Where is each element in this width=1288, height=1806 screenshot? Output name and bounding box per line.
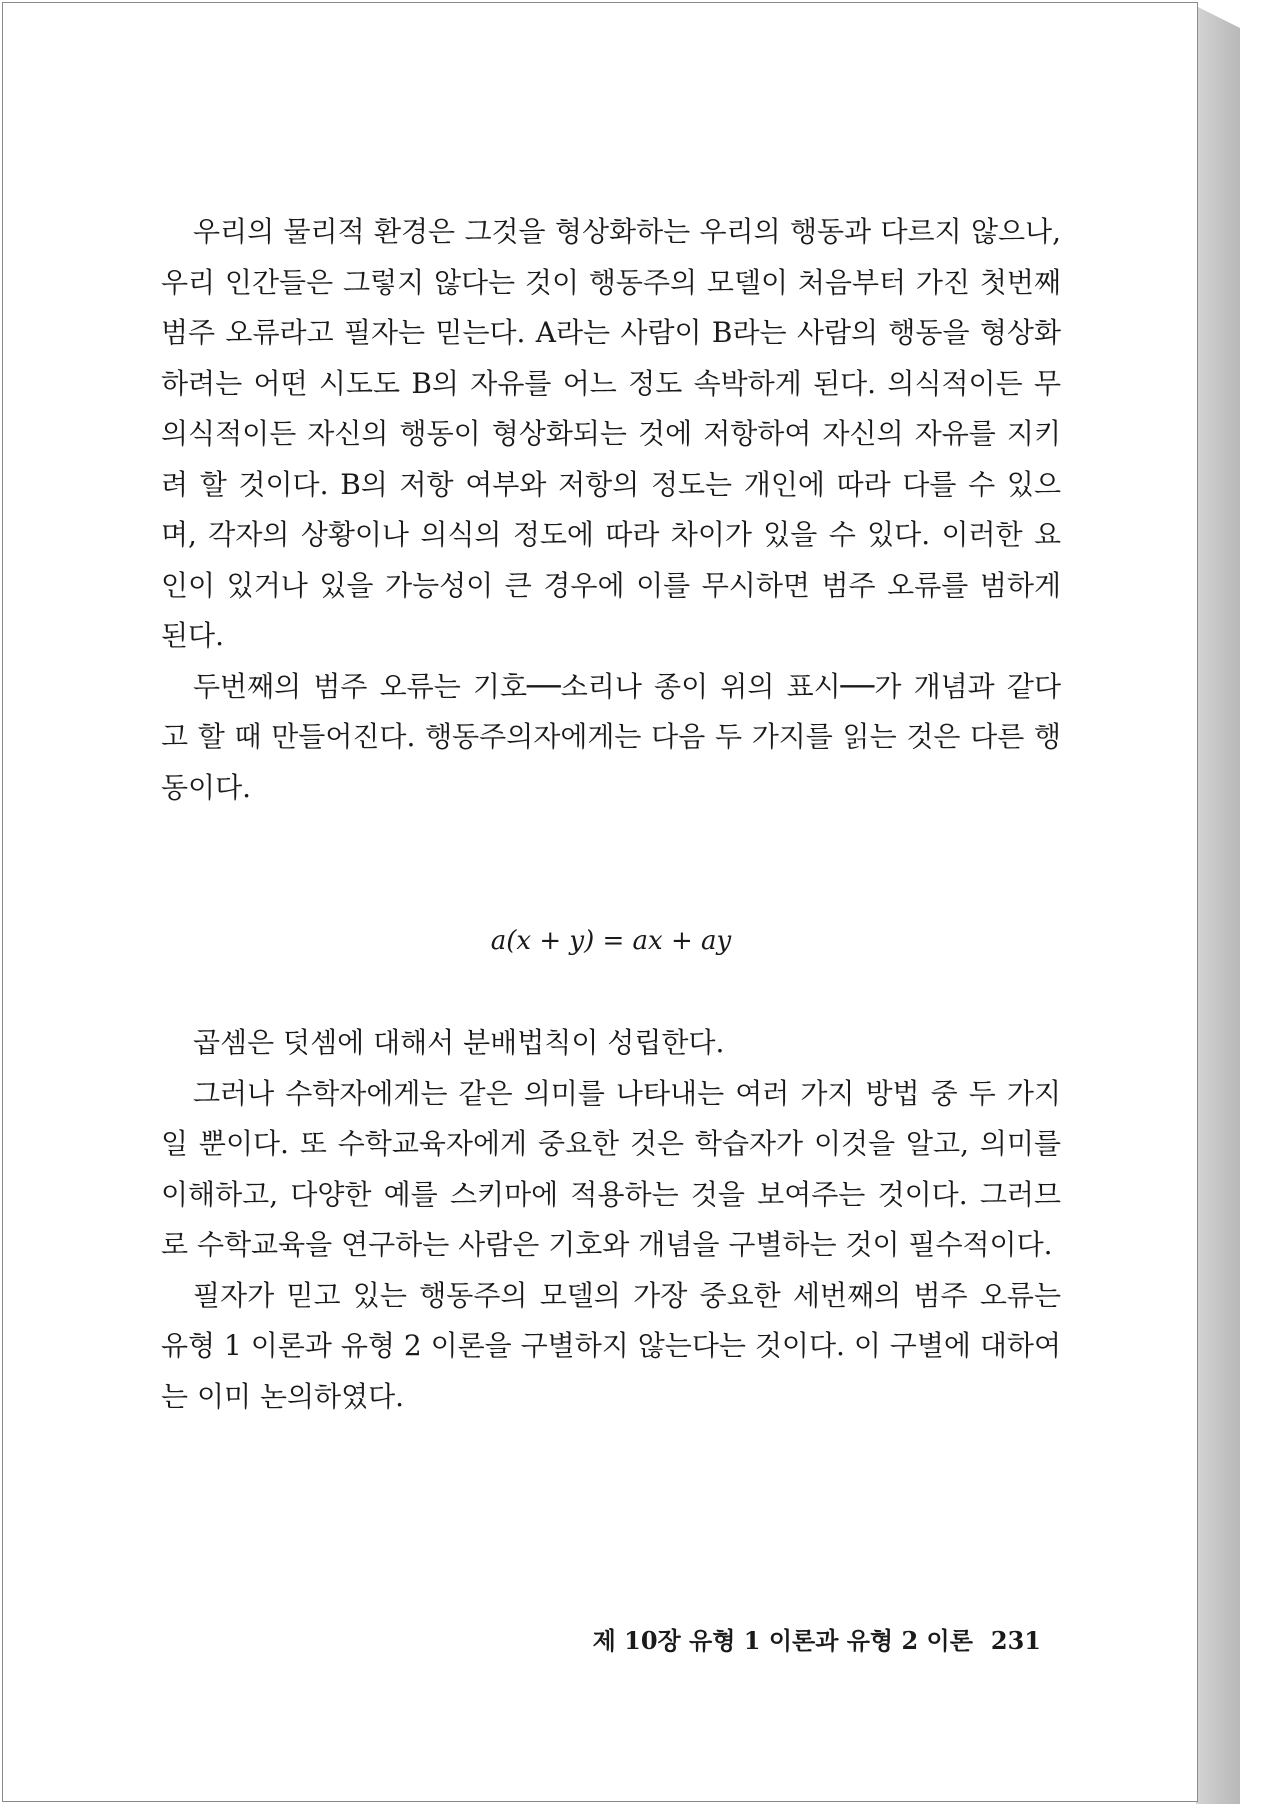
body-text-bottom (161, 1018, 1061, 1422)
page (2, 2, 1198, 1802)
body-text-top (161, 207, 1061, 813)
page-footer (161, 1621, 1041, 1661)
equation: a(x + y) = ax + ay (490, 926, 732, 956)
running-head: 제 10장 유형 1 이론과 유형 2 이론 (592, 1626, 973, 1655)
paragraph-1: 우리의 물리적 환경은 그것을 형상화하는 우리의 행동과 다르지 않으나, 우리 인간들은 그렇지 않다는 것이 행동주의 모델이 처음부터 가진 첫번째 범주 오류라고 필자는 믿는다. A라는 사람이 B라는 사람의 행동을 형상화하려는 어떤 시도도 B의 자유를 어느 정도 속박하게 된다. 의식적이든 무의식적이든 자신의 행동이 형상화되는 것에 저항하여 자신의 자유를 지키려 할 것이다. B의 저항 여부와 저항의 정도는 개인에 따라 다를 수 있으며, 각자의 상황이나 의식의 정도에 따라 차이가 있을 수 있다. 이러한 요인이 있거나 있을 가능성이 큰 경우에 이를 무시하면 범주 오류를 범하게 된다. (161, 215, 1061, 652)
page-edge-shadow (1196, 6, 1240, 1804)
paragraph-3: 곱셈은 덧셈에 대해서 분배법칙이 성립한다. (193, 1026, 725, 1059)
paragraph-5: 필자가 믿고 있는 행동주의 모델의 가장 중요한 세번째의 범주 오류는 유형 1 이론과 유형 2 이론을 구별하지 않는다는 것이다. 이 구별에 대하여는 이미 논의하였다. (161, 1278, 1061, 1413)
page-number: 231 (990, 1626, 1041, 1655)
paragraph-2: 두번째의 범주 오류는 기호──소리나 종이 위의 표시──가 개념과 같다고 할 때 만들어진다. 행동주의자에게는 다음 두 가지를 읽는 것은 다른 행동이다. (161, 669, 1061, 804)
paragraph-4: 그러나 수학자에게는 같은 의미를 나타내는 여러 가지 방법 중 두 가지일 뿐이다. 또 수학교육자에게 중요한 것은 학습자가 이것을 알고, 의미를 이해하고, 다양한 예를 스키마에 적용하는 것을 보여주는 것이다. 그러므로 수학교육을 연구하는 사람은 기호와 개념을 구별하는 것이 필수적이다. (161, 1076, 1061, 1261)
